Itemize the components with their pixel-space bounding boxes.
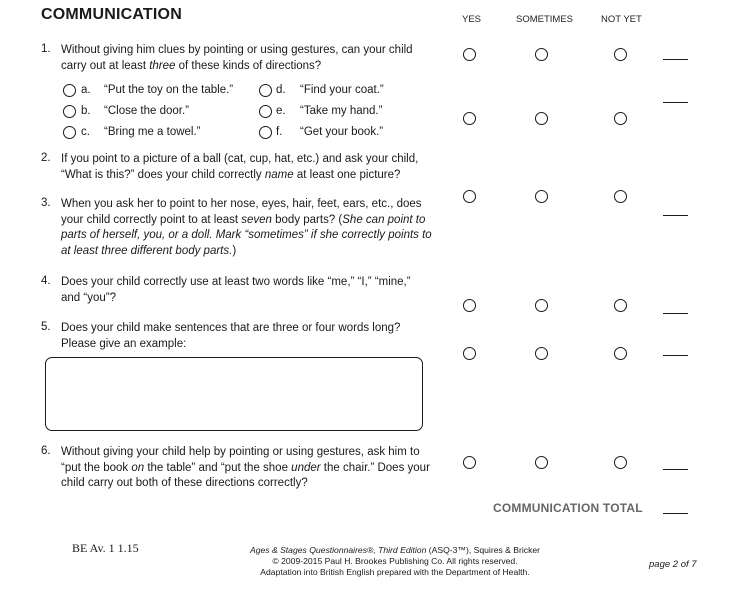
column-header-yes: YES [462, 14, 482, 25]
question-3-not-yet-radio[interactable] [614, 190, 627, 203]
communication-total-label: COMMUNICATION TOTAL [493, 501, 643, 515]
question-6-score-blank[interactable] [663, 469, 688, 470]
copyright-footer [220, 545, 570, 578]
question-5-text [61, 321, 456, 352]
question-5-number: 5. [41, 321, 51, 333]
question-5-yes-radio[interactable] [463, 347, 476, 360]
question-3-score-blank[interactable] [663, 215, 688, 216]
question-4-yes-radio[interactable] [463, 299, 476, 312]
question-6-yes-radio[interactable] [463, 456, 476, 469]
question-2-sometimes-radio[interactable] [535, 112, 548, 125]
question-5-line-1: Does your child make sentences that are three or four words long? [61, 322, 401, 334]
question-3-yes-radio[interactable] [463, 190, 476, 203]
direction-f-letter: f. [276, 126, 283, 138]
page-number: page 2 of 7 [649, 559, 697, 570]
question-6-number: 6. [41, 445, 51, 457]
question-1-sometimes-radio[interactable] [535, 48, 548, 61]
question-2-yes-radio[interactable] [463, 112, 476, 125]
direction-b-checkbox[interactable] [63, 105, 76, 118]
column-header-sometimes: SOMETIMES [516, 14, 574, 25]
question-2-score-blank[interactable] [663, 102, 688, 103]
direction-b-text: “Close the door.” [104, 105, 190, 117]
direction-e-letter: e. [276, 105, 286, 117]
footer-line-3: Adaptation into British English prepared with the Department of Health. [260, 567, 530, 577]
question-6-line-2: “put the book on the table” and “put the shoe under the chair.” Does your [61, 461, 430, 474]
question-1-text [61, 43, 456, 74]
direction-a-text: “Put the toy on the table.” [104, 84, 234, 96]
direction-d-letter: d. [276, 84, 286, 96]
question-1-number: 1. [41, 43, 51, 55]
direction-a-letter: a. [81, 84, 91, 96]
direction-f-text: “Get your book.” [300, 126, 384, 138]
direction-d-checkbox[interactable] [259, 84, 272, 97]
question-1-not-yet-radio[interactable] [614, 48, 627, 61]
question-4-score-blank[interactable] [663, 313, 688, 314]
section-title: COMMUNICATION [41, 6, 182, 23]
question-2-text [61, 152, 456, 183]
direction-f-checkbox[interactable] [259, 126, 272, 139]
question-3-line-2: your child correctly point to at least seven body parts? (She can point to [61, 213, 426, 226]
direction-c-checkbox[interactable] [63, 126, 76, 139]
question-4-text [61, 275, 456, 306]
question-4-number: 4. [41, 275, 51, 287]
direction-c-letter: c. [81, 126, 90, 138]
direction-d-text: “Find your coat.” [300, 84, 384, 96]
question-3-line-3: parts of herself, you, or a doll. Mark “sometimes” if she correctly points to [61, 229, 432, 241]
direction-e-text: “Take my hand.” [300, 105, 383, 117]
question-1-line-1: Without giving him clues by pointing or using gestures, can your child [61, 44, 413, 56]
question-6-text [61, 445, 456, 492]
question-3-line-4: at least three different body parts.) [61, 244, 237, 257]
question-2-not-yet-radio[interactable] [614, 112, 627, 125]
question-2-line-1: If you point to a picture of a ball (cat, cup, hat, etc.) and ask your child, [61, 153, 419, 165]
question-5-score-blank[interactable] [663, 355, 688, 356]
question-4-line-2: and “you”? [61, 291, 116, 304]
question-1-yes-radio[interactable] [463, 48, 476, 61]
direction-b-letter: b. [81, 105, 91, 117]
question-3-text [61, 197, 456, 259]
form-code: BE Av. 1 1.15 [72, 541, 139, 555]
question-4-sometimes-radio[interactable] [535, 299, 548, 312]
question-5-not-yet-radio[interactable] [614, 347, 627, 360]
column-header-not-yet: NOT YET [601, 14, 642, 25]
question-6-line-1: Without giving your child help by pointing or using gestures, ask him to [61, 446, 420, 458]
question-2-number: 2. [41, 152, 51, 164]
footer-line-2: © 2009-2015 Paul H. Brookes Publishing Co. All rights reserved. [272, 556, 518, 566]
direction-c-text: “Bring me a towel.” [104, 126, 201, 138]
question-1-line-2: carry out at least three of these kinds of directions? [61, 59, 322, 72]
question-2-line-2: “What is this?” does your child correctly name at least one picture? [61, 168, 401, 181]
direction-e-checkbox[interactable] [259, 105, 272, 118]
example-answer-box[interactable] [45, 357, 423, 431]
question-5-line-2: Please give an example: [61, 337, 187, 350]
communication-total-blank[interactable] [663, 513, 688, 514]
question-6-sometimes-radio[interactable] [535, 456, 548, 469]
question-3-number: 3. [41, 197, 51, 209]
question-6-line-3: child carry out both of these directions correctly? [61, 477, 308, 489]
question-6-not-yet-radio[interactable] [614, 456, 627, 469]
question-4-line-1: Does your child correctly use at least two words like “me,” “I,” “mine,” [61, 276, 411, 288]
footer-line-1: Ages & Stages Questionnaires®, Third Edition (ASQ-3™), Squires & Bricker [249, 545, 541, 555]
question-4-not-yet-radio[interactable] [614, 299, 627, 312]
question-3-line-1: When you ask her to point to her nose, eyes, hair, feet, ears, etc., does [61, 198, 422, 210]
question-1-score-blank[interactable] [663, 59, 688, 60]
question-5-sometimes-radio[interactable] [535, 347, 548, 360]
direction-a-checkbox[interactable] [63, 84, 76, 97]
question-3-sometimes-radio[interactable] [535, 190, 548, 203]
